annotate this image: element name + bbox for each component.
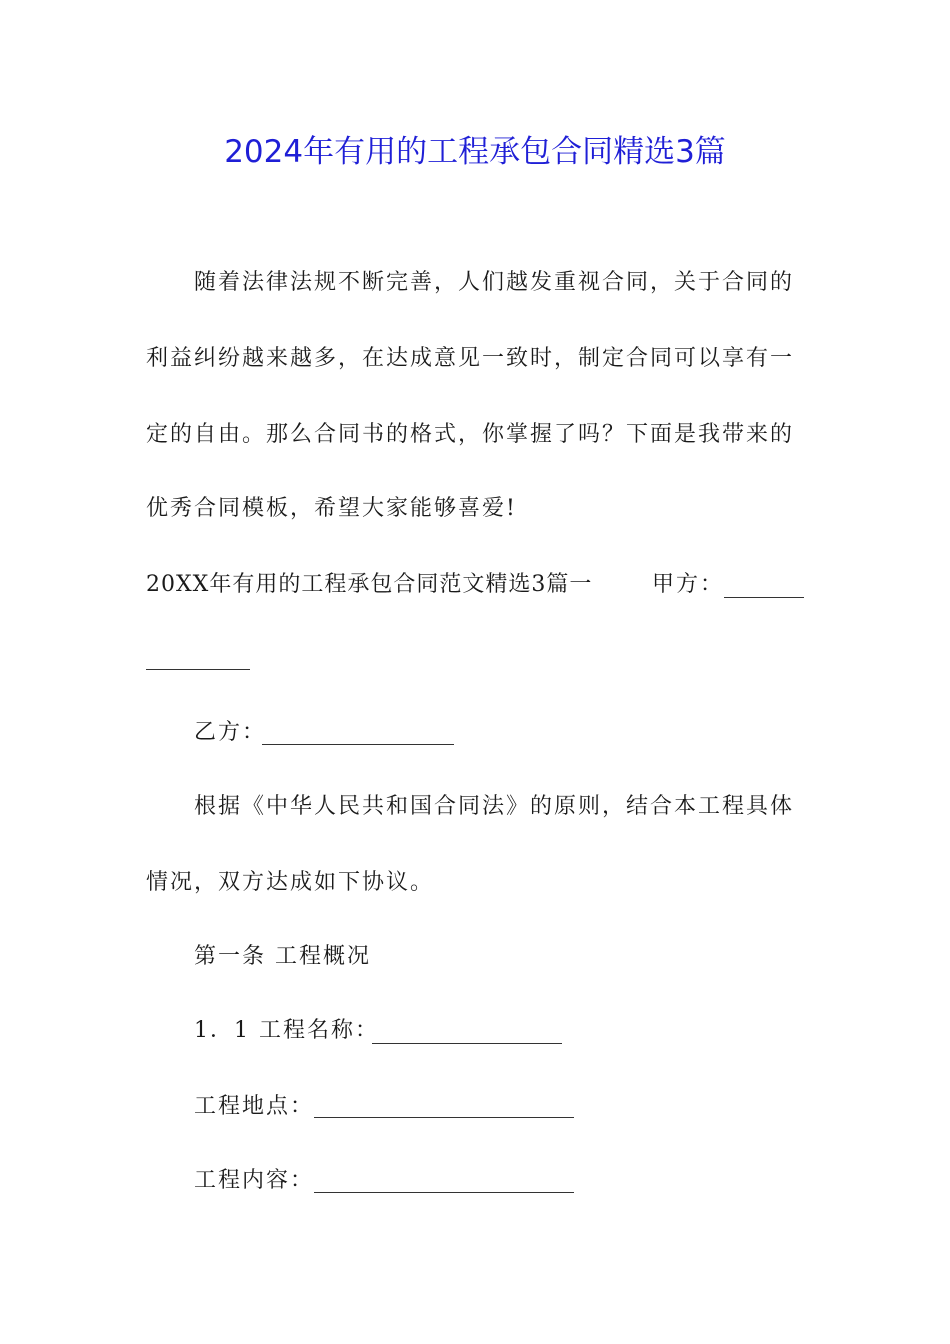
project-name-label: 1．1 工程名称： [194, 1018, 379, 1043]
project-content-label: 工程内容： [194, 1168, 315, 1193]
party-a-label: 甲方： [652, 572, 725, 597]
project-content-blank[interactable] [314, 1192, 574, 1193]
party-b-blank[interactable] [262, 744, 454, 745]
party-a-blank[interactable] [724, 597, 804, 598]
section-heading: 20XX年有用的工程承包合同范文精选3篇一 [146, 572, 593, 597]
intro-line-1: 随着法律法规不断完善，人们越发重视合同，关于合同的 [194, 270, 795, 295]
party-b-label: 乙方： [194, 720, 267, 745]
article-1-heading: 第一条 工程概况 [194, 944, 371, 969]
basis-line-2: 情况，双方达成如下协议。 [146, 870, 435, 895]
project-name-blank[interactable] [372, 1043, 562, 1044]
intro-line-3: 定的自由。那么合同书的格式，你掌握了吗？下面是我带来的 [146, 422, 795, 447]
basis-line-1: 根据《中华人民共和国合同法》的原则，结合本工程具体 [194, 794, 795, 819]
project-location-blank[interactable] [314, 1117, 574, 1118]
project-location-label: 工程地点： [194, 1094, 315, 1119]
document-title: 2024年有用的工程承包合同精选3篇 [224, 134, 726, 170]
party-a-blank-continued[interactable] [146, 669, 250, 670]
intro-line-2: 利益纠纷越来越多，在达成意见一致时，制定合同可以享有一 [146, 346, 795, 371]
intro-line-4: 优秀合同模板，希望大家能够喜爱! [146, 496, 517, 521]
